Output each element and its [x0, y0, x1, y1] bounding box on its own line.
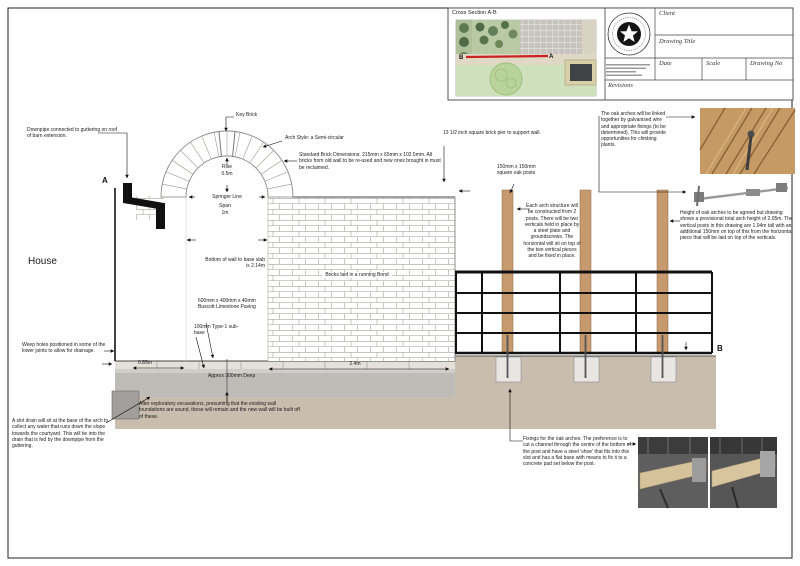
title-block-drawing-no-label: Drawing No [750, 60, 783, 67]
thumbnail-title: Cross Section A-B [452, 10, 497, 16]
brick-pier-note: 13 1/2 inch square brick pier to support wall. [443, 130, 541, 136]
photo-wire-fitting [694, 183, 788, 206]
downpipe-drop [156, 203, 165, 229]
company-logo [608, 13, 650, 55]
slot-drain-note: A slot drain will sit at the base of the arch to collect any water that runs down the slope towards the courtyard. This will tie into the drain that is fed by the downpipe from the guttering. [12, 418, 109, 449]
rise-value: 0.5m [221, 170, 233, 177]
subbase-note: 100mm Type-1 sub-base [194, 324, 239, 337]
rise-label: Rise [221, 164, 232, 170]
oak-arches-linked-note: The oak arches will be linked together by galvanised wire and appropriate fixings (to be determined). This will provide opportunities for climbing plants. [601, 111, 666, 149]
title-block-scale-label: Scale [706, 60, 721, 67]
key-brick-label: Key Brick [236, 112, 258, 118]
bond-label: Bricks laid in a running Bond [322, 272, 392, 278]
section-marker-b: B [717, 344, 723, 353]
arch-height-note: Height of oak arches to be agreed but drawing shows a provisional total arch height of 2.05m. The vertical posts in this drawing are 1.94m tall with an additional 150mm on top of this from the horizontal piece that will be laid on top of the verticals. [680, 210, 793, 241]
excavations-note: After exploratory excavations, presuming that the existing wall foundations are sound, these will remain and the new wall will be built off of these. [139, 401, 300, 420]
title-block-date-label: Date [659, 60, 672, 67]
photo-steel-shoe-1 [638, 437, 708, 508]
house-label: House [28, 256, 57, 267]
downpipe-note: Downpipe connected to guttering on roof of barn extension. [27, 127, 118, 140]
photo-oak-beams [700, 108, 795, 174]
title-block-revisions-label: Revisions [608, 82, 633, 89]
plan-marker-a: A [549, 54, 554, 60]
arch-style-label: Arch Style: a Semi-circular [285, 135, 344, 141]
plan-thumbnail [456, 20, 596, 96]
concrete-pad-1 [496, 357, 521, 382]
wall-height-note: Bottom of wall to base slab is 2.14m [205, 257, 265, 270]
weep-holes-note: Weep holes positioned in some of the lower joints to allow for drainage. [22, 342, 106, 355]
dim-left-label: 0.85m [138, 360, 152, 366]
span-label: Span [219, 203, 231, 209]
oak-posts-note: 150mm x 150mm square oak posts [497, 164, 536, 177]
section-marker-a: A [102, 176, 108, 185]
brick-dimensions-note: Standard Brick Dimensions: 215mm x 65mm x 102.5mm. All bricks from old wall to be re-used and new ones brought in must be reclaimed. [299, 152, 441, 171]
fixings-note: Fixings for the oak arches: The preference is to cut a channel through the centre of the bottom of the post and have a steel 'shoe' that fits into this slot and has a flat base with means to fix it to a concrete pad set below the post. [523, 436, 631, 467]
house-and-downpipe [115, 183, 165, 361]
dim-depth-label: Approx 300mm Deep [208, 373, 256, 379]
dim-right-label: 2.4m [349, 361, 361, 367]
span-value: 1m [221, 209, 229, 216]
springer-line-label: Springer Line [195, 194, 259, 200]
photo-steel-shoe-2 [710, 437, 777, 508]
title-block-client-label: Client [659, 10, 675, 17]
arch-structure-note: Each arch structure will be constructed from 2 posts. There will be two verticals held in place by a steel plate and groundscrews. The horizontal will sit on top of the two vertical pieces and be fixed in place. [523, 203, 581, 259]
plan-marker-b: B [459, 55, 464, 61]
slot-drain-block [112, 391, 139, 419]
downpipe-top [123, 183, 132, 198]
section-cut-line [466, 56, 548, 57]
concrete-pad-2 [574, 357, 599, 382]
paving-note: 600mm x 400mm x 40mm Buscott Limestone Paving [198, 298, 256, 311]
title-block-drawing-title-label: Drawing Title [659, 38, 696, 45]
concrete-pad-3 [651, 357, 676, 382]
oak-structure [455, 190, 712, 382]
